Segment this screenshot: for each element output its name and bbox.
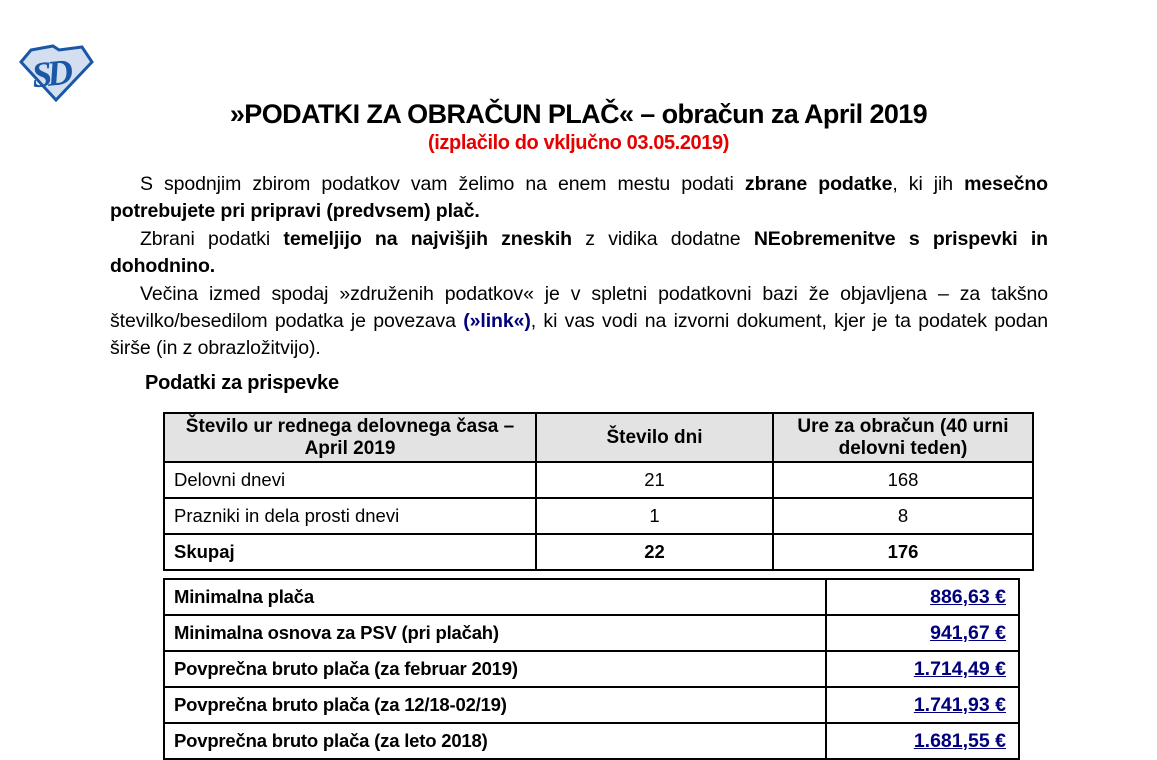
text-segment: , ki jih <box>892 173 965 195</box>
row-label: Povprečna bruto plača (za 12/18-02/19) <box>164 687 826 723</box>
row-days: 22 <box>536 534 773 570</box>
row-days: 21 <box>536 462 773 498</box>
table-row-avg-gross-12-18-02-19 <box>164 687 1019 723</box>
row-value <box>826 687 1019 723</box>
intro-text <box>110 171 1048 363</box>
minimum-wage-link[interactable]: 886,63 € <box>930 585 1006 608</box>
text-segment-bold: NEobremenitve s prispevki in dohodnino. <box>110 227 1048 278</box>
row-label: Minimalna plača <box>164 579 826 615</box>
row-label: Povprečna bruto plača (za leto 2018) <box>164 723 826 759</box>
table-row-avg-gross-2018 <box>164 723 1019 759</box>
text-segment-bold: mesečno potrebujete pri pripravi (predvsem) plač. <box>110 173 1048 223</box>
row-value <box>826 615 1019 651</box>
hours-table-header-row <box>164 413 1033 462</box>
sd-logo-icon <box>18 44 96 102</box>
hours-table <box>163 412 1034 571</box>
row-hours: 8 <box>773 498 1033 534</box>
table-row-minimum-wage <box>164 579 1019 615</box>
hours-header-regular-hours: Število ur rednega delovnega časa – April 2019 <box>164 413 536 462</box>
text-segment: Zbrani podatki <box>140 227 284 250</box>
row-value <box>826 579 1019 615</box>
hours-header-days: Število dni <box>536 413 773 462</box>
intro-paragraph-1 <box>110 171 1048 226</box>
row-label: Minimalna osnova za PSV (pri plačah) <box>164 615 826 651</box>
amounts-table <box>163 578 1020 760</box>
row-hours: 176 <box>773 534 1033 570</box>
text-segment: S spodnjim zbirom podatkov vam želimo na enem mestu podati <box>140 173 745 195</box>
text-segment-bold: temeljijo na najvišjih zneskih <box>283 227 572 250</box>
table-row-working-days <box>164 462 1033 498</box>
row-label: Delovni dnevi <box>164 462 536 498</box>
psv-base-link[interactable]: 941,67 € <box>930 621 1006 644</box>
row-label: Skupaj <box>164 534 536 570</box>
avg-gross-feb-2019-link[interactable]: 1.714,49 € <box>913 657 1006 680</box>
logo-letters: SD <box>29 51 70 96</box>
row-value <box>826 723 1019 759</box>
row-days: 1 <box>536 498 773 534</box>
row-value <box>826 651 1019 687</box>
table-row-avg-gross-feb-2019 <box>164 651 1019 687</box>
hours-header-hours: Ure za obračun (40 urni delovni teden) <box>773 413 1033 462</box>
text-segment: z vidika dodatne <box>571 227 754 250</box>
document-title: »PODATKI ZA OBRAČUN PLAČ« – obračun za April 2019 <box>229 99 928 129</box>
intro-paragraph-2 <box>110 226 1048 281</box>
table-row-holidays <box>164 498 1033 534</box>
row-hours: 168 <box>773 462 1033 498</box>
intro-paragraph-3 <box>110 281 1048 363</box>
avg-gross-2018-link[interactable]: 1.681,55 € <box>913 729 1006 752</box>
text-segment: , ki vas vodi na izvorni dokument, kjer je ta podatek podan širše (in z obrazložitvijo). <box>110 310 1049 360</box>
link-reference-label: (»link«) <box>463 310 531 333</box>
avg-gross-12-18-02-19-link[interactable]: 1.741,93 € <box>913 693 1006 716</box>
table-row-psv-base <box>164 615 1019 651</box>
table-row-total <box>164 534 1033 570</box>
row-label: Povprečna bruto plača (za februar 2019) <box>164 651 826 687</box>
text-segment: Večina izmed spodaj »združenih podatkov« je v spletni podatkovni bazi že objavljena – za takšno številko/besedilom podatka je povezava <box>110 282 1048 333</box>
section-heading-contributions: Podatki za prispevke <box>145 372 339 394</box>
row-label: Prazniki in dela prosti dnevi <box>164 498 536 534</box>
payout-deadline-subtitle: (izplačilo do vključno 03.05.2019) <box>428 132 729 154</box>
text-segment-bold: zbrane podatke <box>744 173 893 195</box>
